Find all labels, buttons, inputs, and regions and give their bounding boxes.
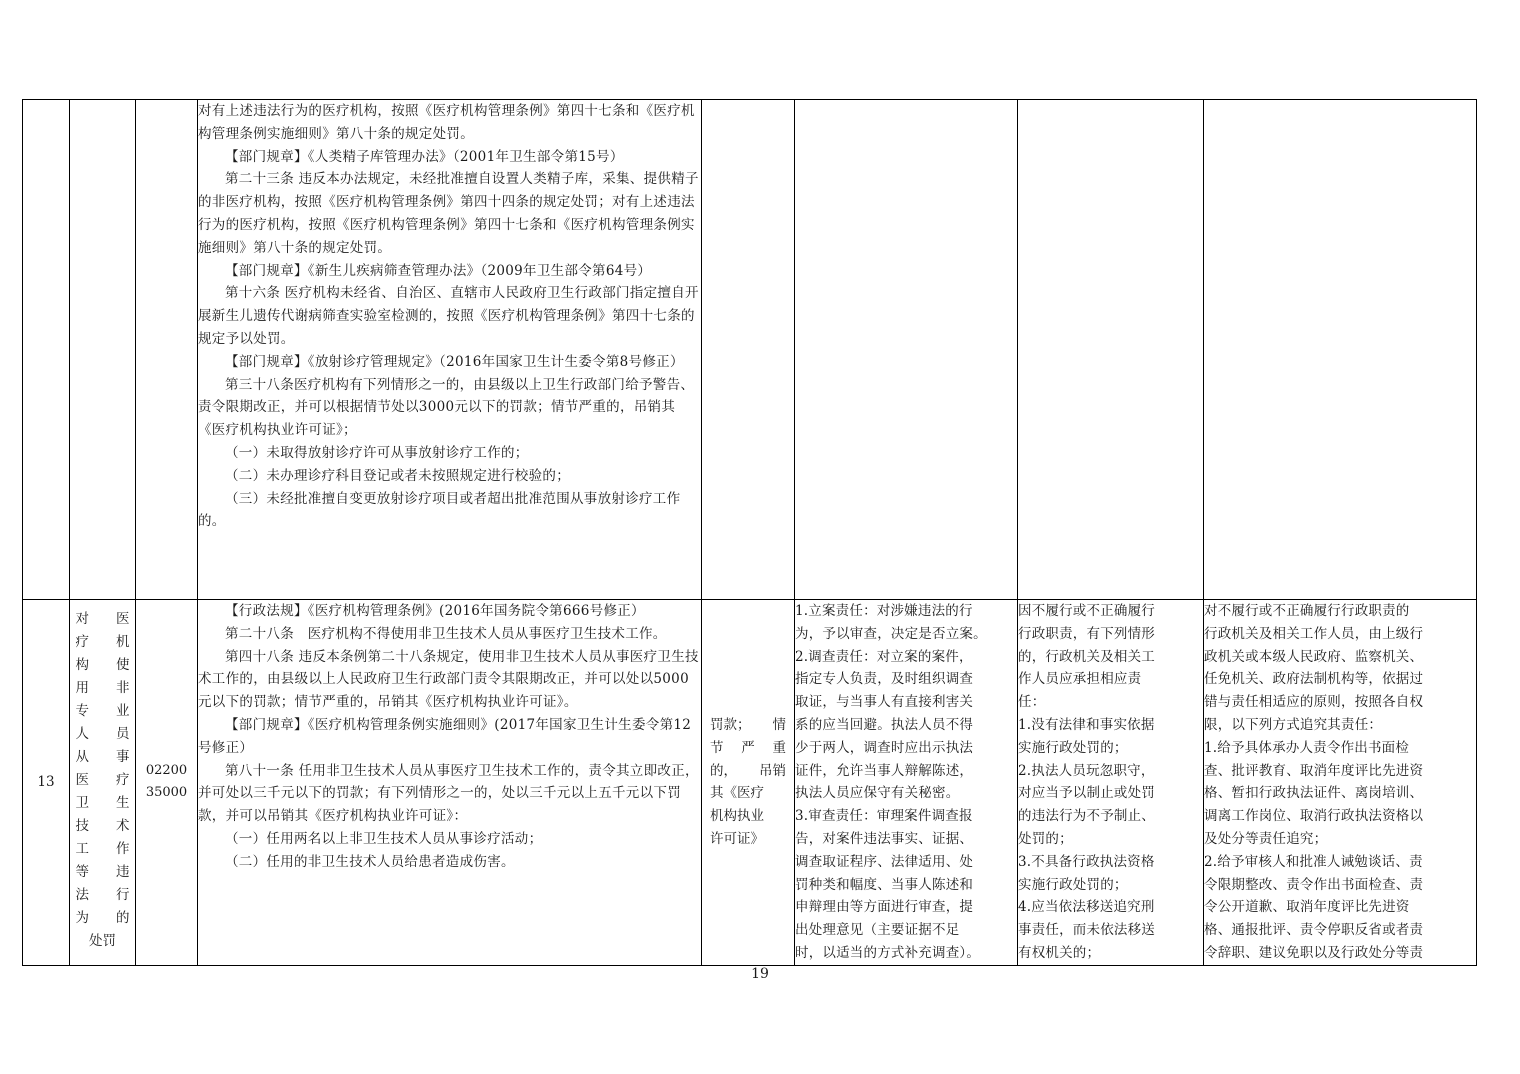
duty-line: 证件，允许当事人辩解陈述， xyxy=(795,762,974,779)
liability-cell xyxy=(1018,100,1204,600)
accountability-cell xyxy=(1204,100,1477,600)
item-name-line xyxy=(76,769,130,792)
penalty-line-part: 的， xyxy=(710,762,737,779)
liability-cell xyxy=(1018,600,1204,966)
accountability-line: 令公开道歉、取消年度评比先进资 xyxy=(1204,899,1410,916)
penalty-line-part: 罚款； xyxy=(710,716,751,733)
item-name-line-part: 作 xyxy=(116,841,130,857)
index-cell xyxy=(23,600,70,966)
duty-line: 出处理意见（主要证据不足 xyxy=(795,922,960,939)
liability-line: 4.应当依法移送追究刑 xyxy=(1018,899,1155,916)
penalty-type-cell xyxy=(702,100,795,600)
legal-paragraph: （三）未经批准擅自变更放射诊疗项目或者超出批准范围从事放射诊疗工作的。 xyxy=(198,490,681,530)
item-name-line xyxy=(76,746,130,769)
item-code-cell xyxy=(136,600,198,966)
liability-line: 实施行政处罚的； xyxy=(1018,739,1128,756)
liability-line: 2.执法人员玩忽职守， xyxy=(1018,762,1155,779)
item-name-line-part: 术 xyxy=(116,818,130,834)
item-name-line-part: 法 xyxy=(75,887,89,903)
enforcement-duty-text xyxy=(795,600,1017,965)
item-code-cell xyxy=(136,100,198,600)
legal-basis-cell xyxy=(198,600,702,966)
legal-paragraph: 第二十八条 医疗机构不得使用非卫生技术人员从事医疗卫生技术工作。 xyxy=(225,625,667,642)
item-name-line-part: 对 xyxy=(75,611,89,627)
legal-paragraph: 第二十三条 违反本办法规定，未经批准擅自设置人类精子库，采集、提供精子的非医疗机构，按照《医疗机构管理条例》第四十四条的规定处罚；对有上述违法行为的医疗机构，按照《医疗机构管理条例》第四十七条和《医疗机构管理条例实施细则》第八十条的规定处罚。 xyxy=(198,171,699,256)
liability-line: 处罚的； xyxy=(1018,830,1073,847)
legal-paragraph: 【部门规章】《医疗机构管理条例实施细则》(2017年国家卫生计生委令第12号修正） xyxy=(198,716,692,756)
item-name-line-part: 医 xyxy=(116,611,130,627)
item-name-line-part: 的 xyxy=(116,910,130,926)
item-name-line-part: 从 xyxy=(75,749,89,765)
liability-line: 的违法行为不予制止、 xyxy=(1018,808,1155,825)
legal-basis-text xyxy=(198,100,701,533)
legal-paragraph: （二）任用的非卫生技术人员给患者造成伤害。 xyxy=(225,853,515,870)
item-name-line-part: 工 xyxy=(75,841,89,857)
legal-paragraph: 第三十八条医疗机构有下列情形之一的，由县级以上卫生行政部门给予警告、责令限期改正，并可以根据情节处以3000元以下的罚款；情节严重的，吊销其《医疗机构执业许可证》； xyxy=(198,376,695,439)
index-cell xyxy=(23,100,70,600)
duty-line: 1.立案责任：对涉嫌违法的行 xyxy=(795,603,973,619)
item-name-line xyxy=(76,930,130,953)
accountability-line: 行政机关及相关工作人员，由上级行 xyxy=(1204,625,1424,642)
penalty-line xyxy=(710,828,786,851)
liability-line: 1.没有法律和事实依据 xyxy=(1018,716,1155,733)
item-name-line xyxy=(76,838,130,861)
item-name-line-part: 员 xyxy=(116,726,130,742)
item-name-cell xyxy=(70,600,136,966)
item-code-line: 02200 xyxy=(145,763,188,779)
penalty-line xyxy=(710,714,786,737)
item-name-line-part: 疗 xyxy=(75,634,89,650)
item-code-line: 35000 xyxy=(145,785,188,801)
duty-line: 申辩理由等方面进行审查，提 xyxy=(795,899,974,916)
penalty-type-text xyxy=(710,714,786,851)
accountability-line: 错与责任相适应的原则，按照各自权 xyxy=(1204,694,1424,711)
table-row-13 xyxy=(23,600,1477,966)
duty-line: 告，对案件违法事实、证据、 xyxy=(795,830,974,847)
item-name-line-part: 违 xyxy=(116,864,130,880)
item-name-line-part: 为 xyxy=(75,910,89,926)
liability-line: 实施行政处罚的； xyxy=(1018,876,1128,893)
duty-line: 2.调查责任：对立案的案件， xyxy=(795,648,973,665)
legal-paragraph: 第四十八条 违反本条例第二十八条规定，使用非卫生技术人员从事医疗卫生技术工作的，由县级以上人民政府卫生行政部门责令其限期改正，并可以处以5000元以下的罚款；情节严重的，吊销其《医疗机构执业许可证》。 xyxy=(198,648,699,711)
liability-text xyxy=(1018,600,1203,965)
item-name-line xyxy=(76,815,130,838)
penalty-line-part: 其《医疗 xyxy=(710,785,764,802)
duty-line: 执法人员应保守有关秘密。 xyxy=(795,785,960,802)
item-name-line-part: 处罚 xyxy=(89,933,116,949)
penalty-line-part: 许可证》 xyxy=(710,830,764,847)
accountability-line: 调离工作岗位、取消行政执法资格以 xyxy=(1204,808,1424,825)
accountability-line: 2.给予审核人和批准人诫勉谈话、责 xyxy=(1204,853,1423,870)
item-name-line-part: 等 xyxy=(75,864,89,880)
item-name-line xyxy=(76,654,130,677)
penalty-type-cell xyxy=(702,600,795,966)
item-name-line-part: 生 xyxy=(116,795,130,811)
item-name-line-part: 技 xyxy=(75,818,89,834)
item-name-text xyxy=(76,608,130,953)
accountability-line: 对不履行或不正确履行行政职责的 xyxy=(1204,603,1410,619)
duty-line: 少于两人，调查时应出示执法 xyxy=(795,739,974,756)
page-number: 19 xyxy=(751,966,769,982)
accountability-line: 格、暂扣行政执法证件、离岗培训、 xyxy=(1204,785,1424,802)
penalty-line xyxy=(710,782,786,805)
legal-paragraph: （一）任用两名以上非卫生技术人员从事诊疗活动； xyxy=(225,830,543,847)
item-name-line xyxy=(76,861,130,884)
accountability-line: 限，以下列方式追究其责任： xyxy=(1204,716,1383,733)
row-index: 13 xyxy=(37,774,55,791)
table-row-continuation xyxy=(23,100,1477,600)
liability-line: 事责任，而未依法移送 xyxy=(1018,922,1155,939)
item-name-line-part: 疗 xyxy=(116,772,130,788)
accountability-line: 格、通报批评、责令停职反省或者责 xyxy=(1204,922,1424,939)
item-name-line xyxy=(76,677,130,700)
item-name-line-part: 卫 xyxy=(75,795,89,811)
duty-line: 调查取证程序、法律适用、处 xyxy=(795,853,974,870)
item-name-cell xyxy=(70,100,136,600)
item-name-line xyxy=(76,792,130,815)
duty-line: 罚种类和幅度、当事人陈述和 xyxy=(795,876,974,893)
legal-basis-text xyxy=(198,600,701,874)
item-name-line-part: 业 xyxy=(116,703,130,719)
item-name-line-part: 人 xyxy=(75,726,89,742)
duty-line: 为，予以审查，决定是否立案。 xyxy=(795,625,987,642)
legal-paragraph: 对有上述违法行为的医疗机构，按照《医疗机构管理条例》第四十七条和《医疗机构管理条例实施细则》第八十条的规定处罚。 xyxy=(198,103,695,142)
duty-line: 指定专人负责，及时组织调查 xyxy=(795,671,974,688)
penalty-line-part: 节 xyxy=(710,739,724,756)
liability-line: 有权机关的； xyxy=(1018,944,1101,961)
item-name-line-part: 行 xyxy=(116,887,130,903)
accountability-line: 1.给予具体承办人责令作出书面检 xyxy=(1204,739,1410,756)
item-name-line xyxy=(76,907,130,930)
penalty-line xyxy=(710,805,786,828)
item-name-line-part: 医 xyxy=(75,772,89,788)
item-name-line-part: 事 xyxy=(116,749,130,765)
enforcement-duty-cell xyxy=(795,100,1018,600)
liability-line: 行政职责，有下列情形 xyxy=(1018,625,1155,642)
liability-line: 3.不具备行政执法资格 xyxy=(1018,853,1155,870)
item-name-line-part: 机 xyxy=(116,634,130,650)
item-name-line-part: 构 xyxy=(75,657,89,673)
penalty-line-part: 重 xyxy=(772,739,786,756)
accountability-line: 及处分等责任追究； xyxy=(1204,830,1328,847)
legal-paragraph: 第十六条 医疗机构未经省、自治区、直辖市人民政府卫生行政部门指定擅自开展新生儿遗传代谢病筛查实验室检测的，按照《医疗机构管理条例》第四十七条的规定予以处罚。 xyxy=(198,285,699,347)
legal-paragraph: （二）未办理诊疗科目登记或者未按照规定进行校验的； xyxy=(225,467,570,484)
duty-line: 时，以适当的方式补充调查）。 xyxy=(795,944,981,961)
accountability-line: 令限期整改、责令作出书面检查、责 xyxy=(1204,876,1424,893)
item-name-line xyxy=(76,631,130,654)
duty-line: 3.审查责任：审理案件调查报 xyxy=(795,808,973,825)
legal-paragraph: 【行政法规】《医疗机构管理条例》(2016年国务院令第666号修正） xyxy=(225,603,645,619)
accountability-line: 令辞职、建议免职以及行政处分等责 xyxy=(1204,944,1424,961)
duty-line: 系的应当回避。执法人员不得 xyxy=(795,716,974,733)
legal-paragraph: 第八十一条 任用非卫生技术人员从事医疗卫生技术工作的，责令其立即改正，并可处以三千元以下的罚款；有下列情形之一的，处以三千元以上五千元以下罚款，并可以吊销其《医疗机构执业许可证》： xyxy=(198,762,699,825)
penalty-line-part: 吊销 xyxy=(759,762,786,779)
accountability-text xyxy=(1204,600,1476,965)
duty-line: 取证，与当事人有直接利害关 xyxy=(795,694,974,711)
accountability-line: 查、批评教育、取消年度评比先进资 xyxy=(1204,762,1424,779)
liability-line: 对应当予以制止或处罚 xyxy=(1018,785,1155,802)
item-name-line-part: 用 xyxy=(75,680,89,696)
penalty-line-part: 严 xyxy=(741,739,755,756)
item-name-line xyxy=(76,884,130,907)
accountability-cell xyxy=(1204,600,1477,966)
legal-paragraph: 【部门规章】《人类精子库管理办法》（2001年卫生部令第15号） xyxy=(225,148,624,165)
penalty-line-part: 机构执业 xyxy=(710,808,764,825)
accountability-line: 任免机关、政府法制机构等，依据过 xyxy=(1204,671,1424,688)
liability-line: 作人员应承担相应责 xyxy=(1018,671,1142,688)
liability-line: 的，行政机关及相关工 xyxy=(1018,648,1155,665)
legal-basis-cell xyxy=(198,100,702,600)
penalty-line-part: 情 xyxy=(772,716,786,733)
item-name-line-part: 非 xyxy=(116,680,130,696)
item-name-line xyxy=(76,700,130,723)
legal-paragraph: 【部门规章】《新生儿疾病筛查管理办法》（2009年卫生部令第64号） xyxy=(225,262,652,279)
legal-paragraph: 【部门规章】《放射诊疗管理规定》（2016年国家卫生计生委令第8号修正） xyxy=(225,353,684,370)
enforcement-duty-cell xyxy=(795,600,1018,966)
penalty-line xyxy=(710,760,786,783)
liability-line: 因不履行或不正确履行 xyxy=(1018,603,1155,619)
item-name-line-part: 专 xyxy=(75,703,89,719)
penalty-line xyxy=(710,737,786,760)
accountability-line: 政机关或本级人民政府、监察机关、 xyxy=(1204,648,1424,665)
item-name-line xyxy=(76,723,130,746)
liability-line: 任： xyxy=(1018,694,1046,711)
item-name-line xyxy=(76,608,130,631)
legal-paragraph: （一）未取得放射诊疗许可从事放射诊疗工作的； xyxy=(225,444,529,461)
item-name-line-part: 使 xyxy=(116,657,130,673)
regulation-table xyxy=(22,99,1477,966)
